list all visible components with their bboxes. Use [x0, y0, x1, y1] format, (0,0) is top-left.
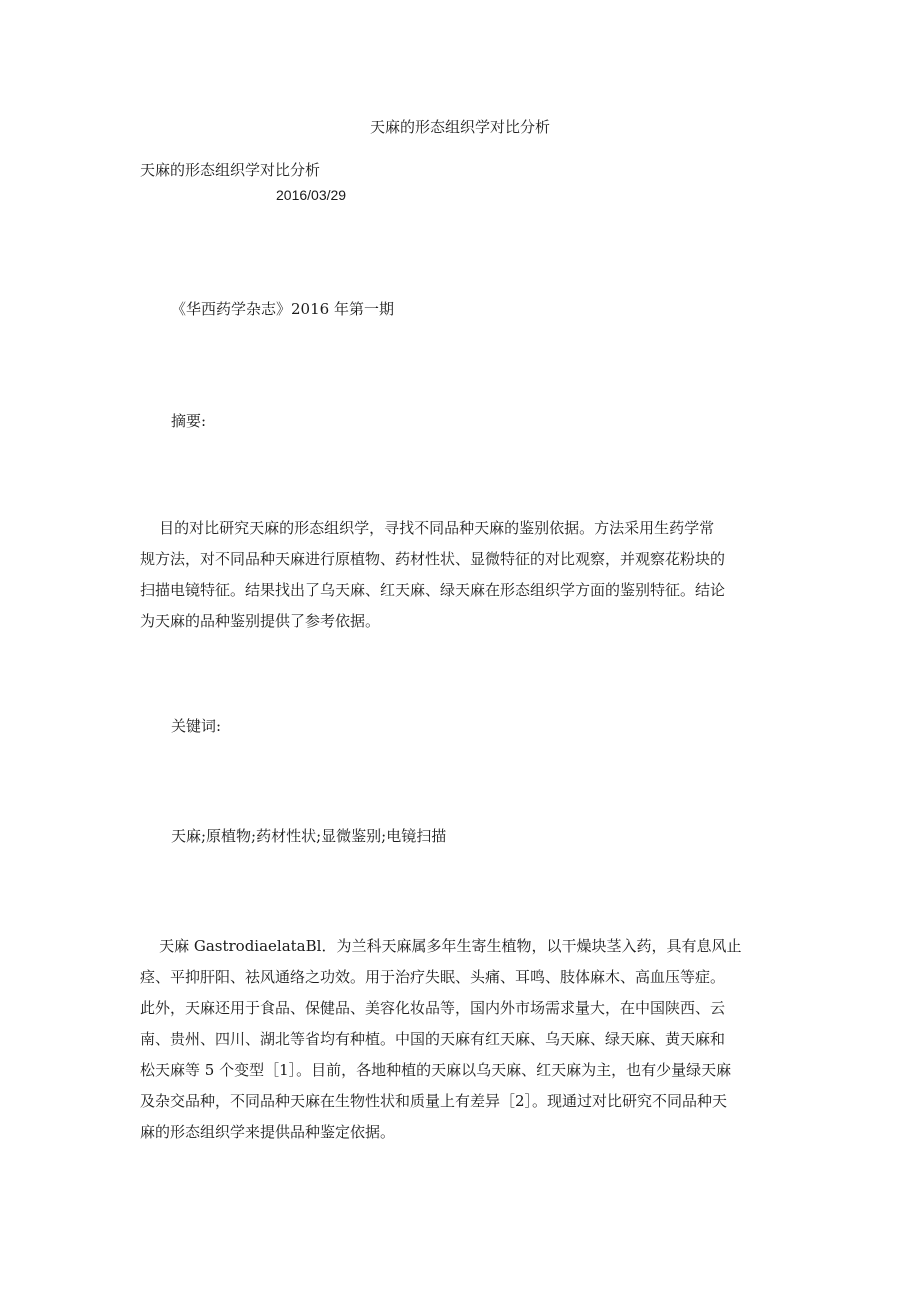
- intro-paragraph: [140, 931, 780, 1148]
- journal-source: 《华西药学杂志》2016 年第一期: [171, 300, 394, 318]
- article-title: 天麻的形态组织学对比分析: [140, 161, 321, 179]
- intro-line: 天麻 GastrodiaelataBl．为兰科天麻属多年生寄生植物，以干燥块茎入药，具有息风止: [140, 937, 742, 955]
- page-header-title: 天麻的形态组织学对比分析: [369, 118, 550, 136]
- keywords-list: 天麻;原植物;药材性状;显微鉴别;电镜扫描: [171, 827, 447, 845]
- intro-line: 此外，天麻还用于食品、保健品、美容化妆品等，国内外市场需求量大，在中国陕西、云: [140, 999, 726, 1017]
- intro-line: 麻的形态组织学来提供品种鉴定依据。: [140, 1123, 396, 1141]
- intro-line: 及杂交品种，不同品种天麻在生物性状和质量上有差异［2］。现通过对比研究不同品种天: [140, 1092, 728, 1110]
- intro-line: 南、贵州、四川、湖北等省均有种植。中国的天麻有红天麻、乌天麻、绿天麻、黄天麻和: [140, 1030, 726, 1048]
- abstract-line: 扫描电镜特征。结果找出了乌天麻、红天麻、绿天麻在形态组织学方面的鉴别特征。结论: [140, 581, 726, 599]
- article-date: 2016/03/29: [276, 187, 347, 203]
- intro-line: 痉、平抑肝阳、祛风通络之功效。用于治疗失眠、头痛、耳鸣、肢体麻木、高血压等症。: [140, 968, 726, 986]
- intro-line: 松天麻等 5 个变型［1］。目前，各地种植的天麻以乌天麻、红天麻为主，也有少量绿天麻: [140, 1061, 732, 1079]
- abstract-paragraph: [140, 513, 780, 637]
- abstract-line: 目的对比研究天麻的形态组织学，寻找不同品种天麻的鉴别依据。方法采用生药学常: [140, 519, 715, 537]
- keywords-label: 关键词:: [171, 717, 222, 735]
- abstract-line: 规方法，对不同品种天麻进行原植物、药材性状、显微特征的对比观察，并观察花粉块的: [140, 550, 726, 568]
- abstract-line: 为天麻的品种鉴别提供了参考依据。: [140, 612, 381, 630]
- abstract-label: 摘要:: [171, 412, 207, 430]
